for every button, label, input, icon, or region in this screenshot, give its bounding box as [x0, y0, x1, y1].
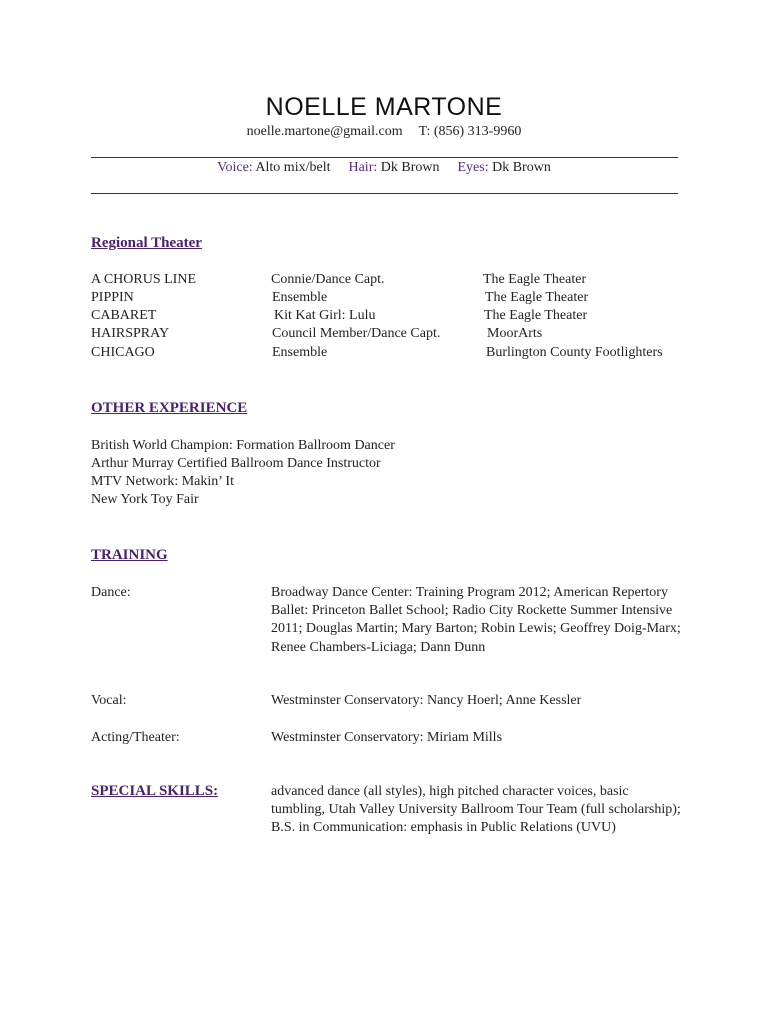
list-item: Arthur Murray Certified Ballroom Dance Instructor [91, 456, 381, 471]
role-text: Kit Kat Girl: Lulu [274, 308, 376, 323]
dance-training-text: Broadway Dance Center: Training Program 2012; American Repertory Ballet: Princeton Ballet School; Radio City Rockette Summer Intensive 2011; Douglas Martin; Mary Barton; Robin Lewis; Geoffrey Doig-Marx; Renee Chambers-Liciaga; Dann Dunn [271, 585, 681, 655]
email-text: noelle.martone@gmail.com [246, 124, 403, 139]
special-skills-heading: SPECIAL SKILLS: [91, 783, 219, 799]
role-text: Council Member/Dance Capt. [272, 326, 441, 341]
training-heading: TRAINING [91, 547, 168, 563]
show-title: PIPPIN [91, 290, 134, 305]
top-divider [91, 157, 678, 158]
bottom-divider [91, 193, 678, 194]
list-item: British World Champion: Formation Ballroom Dancer [91, 438, 395, 453]
vocal-training-text: Westminster Conservatory: Nancy Hoerl; Anne Kessler [271, 693, 582, 708]
hair-value: Dk Brown [380, 160, 440, 175]
acting-label: Acting/Theater: [91, 730, 180, 745]
acting-training-text: Westminster Conservatory: Miriam Mills [271, 730, 503, 745]
venue-text: MoorArts [487, 326, 543, 341]
voice-label: Voice: [217, 160, 253, 175]
eyes-label: Eyes: [457, 160, 489, 175]
venue-text: Burlington County Footlighters [486, 345, 663, 360]
show-title: A CHORUS LINE [91, 272, 197, 287]
venue-text: The Eagle Theater [484, 308, 588, 323]
special-skills-text: advanced dance (all styles), high pitched character voices, basic tumbling, Utah Valley University Ballroom Tour Team (full scholarship); B.S. in Communication: emphasis in Public Relations (UVU) [271, 784, 681, 836]
phone-text: T: (856) 313-9960 [418, 124, 522, 139]
candidate-name: NOELLE MARTONE [265, 93, 503, 121]
role-text: Connie/Dance Capt. [271, 272, 385, 287]
dance-label: Dance: [91, 585, 131, 600]
show-title: CABARET [91, 308, 157, 323]
role-text: Ensemble [272, 345, 328, 360]
venue-text: The Eagle Theater [485, 290, 589, 305]
list-item: New York Toy Fair [91, 492, 199, 507]
hair-label: Hair: [348, 160, 378, 175]
list-item: MTV Network: Makin’ It [91, 474, 234, 489]
show-title: HAIRSPRAY [91, 326, 170, 341]
other-experience-heading: OTHER EXPERIENCE [91, 400, 248, 416]
contact-line [0, 124, 768, 140]
role-text: Ensemble [272, 290, 328, 305]
regional-theater-heading: Regional Theater [91, 235, 202, 251]
eyes-value: Dk Brown [492, 160, 551, 175]
vocal-label: Vocal: [91, 693, 127, 708]
physical-attributes [0, 160, 768, 176]
voice-value: Alto mix/belt [255, 160, 331, 175]
venue-text: The Eagle Theater [483, 272, 587, 287]
show-title: CHICAGO [91, 345, 155, 360]
